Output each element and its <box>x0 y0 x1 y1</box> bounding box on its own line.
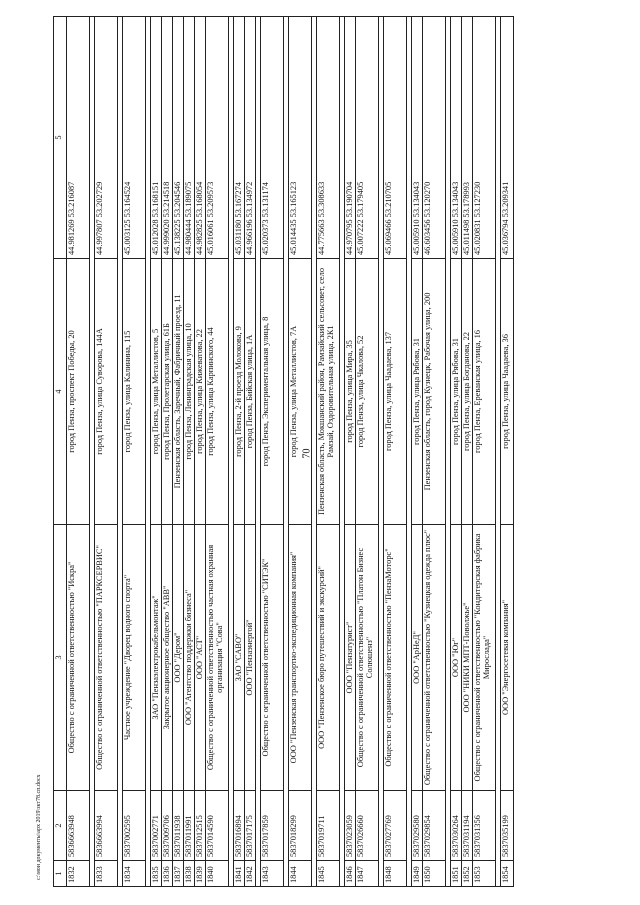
header-cell-2: 2 <box>54 791 67 861</box>
cell-inn: 5837011938 <box>173 791 184 861</box>
cell-inn: 5837029580 <box>412 791 423 861</box>
cell-name: ООО "АрНеД" <box>412 525 423 791</box>
cell-address: Пензенская область, Мокшанский район, Рамзайский сельсовет, село Рамзай, Оздоровительная улица, 2К1 <box>317 259 340 525</box>
table-row <box>151 17 162 887</box>
cell-name: ООО "Пензенская транспортно-экспедиционная компания" <box>289 525 312 791</box>
table-row <box>173 17 184 887</box>
cell-name: ЗАО "Пензаэлектрокабельмонтаж" <box>151 525 162 791</box>
table-row <box>123 17 146 887</box>
cell-coordinates: 44.775663 53.308633 <box>317 17 340 259</box>
table-row <box>345 17 356 887</box>
cell-address: город Пенза, улица Чкалова, 52 <box>356 259 379 525</box>
cell-coordinates: 45.036794 53.209341 <box>501 17 514 259</box>
table-row <box>234 17 245 887</box>
table-row <box>501 17 514 887</box>
cell-number: 1832 <box>67 861 90 887</box>
cell-name: Общество с ограниченной ответственностью "ПензаМоторс" <box>384 525 407 791</box>
cell-address: город Пенза, Бийская улица, 1А <box>245 259 256 525</box>
table-row <box>67 17 90 887</box>
header-row <box>54 17 67 887</box>
table-row <box>423 17 446 887</box>
table-row <box>462 17 473 887</box>
cell-address: город Пенза, улица Рябова, 31 <box>412 259 423 525</box>
cell-number: 1836 <box>162 861 173 887</box>
table-row <box>195 17 206 887</box>
rotated-table-container <box>53 17 595 887</box>
table-row <box>206 17 229 887</box>
header-cell-1: 1 <box>54 861 67 887</box>
cell-coordinates: 45.138225 53.204546 <box>173 17 184 259</box>
cell-coordinates: 45.011498 53.178993 <box>462 17 473 259</box>
cell-number: 1839 <box>195 861 206 887</box>
cell-inn: 5837019711 <box>317 791 340 861</box>
cell-number: 1843 <box>261 861 284 887</box>
cell-inn: 5837026660 <box>356 791 379 861</box>
cell-coordinates: 45.016061 53.209573 <box>206 17 229 259</box>
page-number: 70 <box>301 448 313 459</box>
cell-number: 1854 <box>501 861 514 887</box>
cell-name: Частное учреждение "Дворец водного спорта" <box>123 525 146 791</box>
cell-number: 1846 <box>345 861 356 887</box>
cell-inn: 5837030264 <box>451 791 462 861</box>
cell-inn: 5837014590 <box>206 791 229 861</box>
cell-inn: 5837002771 <box>151 791 162 861</box>
cell-number: 1844 <box>289 861 312 887</box>
cell-coordinates: 44.997807 53.202729 <box>95 17 118 259</box>
cell-inn: 5837009706 <box>162 791 173 861</box>
cell-coordinates: 44.982825 53.168054 <box>195 17 206 259</box>
file-path-footer: c:\мои документы\арх 2019\зкт78.сп.docx <box>36 774 42 880</box>
cell-coordinates: 45.069466 53.210705 <box>384 17 407 259</box>
cell-coordinates: 44.999020 53.214518 <box>162 17 173 259</box>
cell-name: Общество с ограниченной ответственностью частная охранная организация "Сова" <box>206 525 229 791</box>
cell-inn: 5837031194 <box>462 791 473 861</box>
cell-inn: 5837017175 <box>245 791 256 861</box>
cell-inn: 5836663994 <box>95 791 118 861</box>
table-row <box>317 17 340 887</box>
table-row <box>412 17 423 887</box>
cell-number: 1842 <box>245 861 256 887</box>
cell-address: город Пенза, улица Калинина, 115 <box>123 259 146 525</box>
cell-inn: 5837029854 <box>423 791 446 861</box>
cell-inn: 5837012515 <box>195 791 206 861</box>
cell-inn: 5837031356 <box>473 791 496 861</box>
cell-address: город Пенза, улица Мира, 35 <box>345 259 356 525</box>
cell-inn: 5837002595 <box>123 791 146 861</box>
cell-address: город Пенза, Ереванская улица, 16 <box>473 259 496 525</box>
cell-name: Общество с ограниченной ответственностью "Кузнецкая одежда плюс" <box>423 525 446 791</box>
cell-name: ООО "Энергосетевая компания" <box>501 525 514 791</box>
cell-name: ООО "Дером" <box>173 525 184 791</box>
cell-number: 1848 <box>384 861 407 887</box>
cell-inn: 5837017859 <box>261 791 284 861</box>
cell-address: город Пенза, Экспериментальная улица, 8 <box>261 259 284 525</box>
cell-coordinates: 45.005910 53.134043 <box>412 17 423 259</box>
cell-name: Общество с ограниченной ответственностью "Кондитерская фабрика Мирослада" <box>473 525 496 791</box>
cell-address: город Пенза, проспект Победы, 20 <box>67 259 90 525</box>
cell-name: ООО "Агентство поддержки бизнеса" <box>184 525 195 791</box>
cell-address: город Пенза, улица Рябова, 31 <box>451 259 462 525</box>
table-row <box>451 17 462 887</box>
cell-inn: 5837016894 <box>234 791 245 861</box>
cell-number: 1853 <box>473 861 496 887</box>
header-cell-4: 4 <box>54 259 67 525</box>
table-row <box>384 17 407 887</box>
cell-coordinates: 45.020373 53.131174 <box>261 17 284 259</box>
table-row <box>245 17 256 887</box>
header-cell-3: 3 <box>54 525 67 791</box>
registry-table <box>53 16 514 887</box>
cell-coordinates: 45.031180 53.167274 <box>234 17 245 259</box>
cell-inn: 5837023059 <box>345 791 356 861</box>
cell-coordinates: 44.966196 53.134972 <box>245 17 256 259</box>
cell-coordinates: 45.020831 53.127230 <box>473 17 496 259</box>
cell-coordinates: 46.603456 53.120270 <box>423 17 446 259</box>
table-row <box>356 17 379 887</box>
cell-number: 1837 <box>173 861 184 887</box>
cell-address: город Пенза, улица Карпинского, 44 <box>206 259 229 525</box>
cell-address: Пензенская область, город Кузнецк, Рабочая улица, 200 <box>423 259 446 525</box>
cell-address: город Пенза, улица Суворова, 144А <box>95 259 118 525</box>
cell-coordinates: 44.980444 53.189075 <box>184 17 195 259</box>
cell-number: 1841 <box>234 861 245 887</box>
cell-number: 1850 <box>423 861 446 887</box>
cell-number: 1847 <box>356 861 379 887</box>
header-cell-5: 5 <box>54 17 67 259</box>
cell-number: 1833 <box>95 861 118 887</box>
cell-address: город Пенза, улица Кижеватова, 22 <box>195 259 206 525</box>
cell-inn: 5837035199 <box>501 791 514 861</box>
table-row <box>184 17 195 887</box>
cell-number: 1852 <box>462 861 473 887</box>
cell-inn: 5836663948 <box>67 791 90 861</box>
cell-name: ООО "АСТ" <box>195 525 206 791</box>
cell-name: ЗАО "САВО" <box>234 525 245 791</box>
cell-number: 1838 <box>184 861 195 887</box>
cell-address: Пензенская область, Заречный, Фабричный проезд, 11 <box>173 259 184 525</box>
cell-name: Общество с ограниченной ответственностью "ПАРКСЕРВИС" <box>95 525 118 791</box>
cell-number: 1840 <box>206 861 229 887</box>
cell-coordinates: 45.014435 53.165123 <box>289 17 312 259</box>
cell-name: Общество с ограниченной ответственностью "Платон Бизнес Солюшенз" <box>356 525 379 791</box>
cell-address: город Пенза, улица Металлистов, 5 <box>151 259 162 525</box>
cell-number: 1851 <box>451 861 462 887</box>
cell-name: ООО "Пензенское бюро путешествий и экскурсий" <box>317 525 340 791</box>
table-row <box>473 17 496 887</box>
cell-address: город Пенза, улица Чаадаева, 137 <box>384 259 407 525</box>
cell-name: ООО "НИКИ МПТ-Поволжье" <box>462 525 473 791</box>
cell-name: ООО "Пензаэнергой" <box>245 525 256 791</box>
cell-address: город Пенза, 2-й проезд Молокова, 9 <box>234 259 245 525</box>
cell-coordinates: 45.012028 53.168151 <box>151 17 162 259</box>
cell-inn: 5837011991 <box>184 791 195 861</box>
cell-name: ООО "Пензатурист" <box>345 525 356 791</box>
cell-coordinates: 45.005910 53.134043 <box>451 17 462 259</box>
table-row <box>162 17 173 887</box>
cell-name: Общество с ограниченной ответственностью "СИТЭК" <box>261 525 284 791</box>
cell-address: город Пенза, улица Чаадаева, 36 <box>501 259 514 525</box>
cell-coordinates: 44.981269 53.216087 <box>67 17 90 259</box>
cell-coordinates: 45.003125 53.164524 <box>123 17 146 259</box>
table-body <box>67 17 514 887</box>
table-row <box>289 17 312 887</box>
cell-address: город Пенза, улица Богданова, 22 <box>462 259 473 525</box>
cell-name: Общество с ограниченной ответственностью "Искра" <box>67 525 90 791</box>
cell-inn: 5837018299 <box>289 791 312 861</box>
cell-number: 1834 <box>123 861 146 887</box>
cell-coordinates: 44.970795 53.190704 <box>345 17 356 259</box>
cell-number: 1849 <box>412 861 423 887</box>
cell-name: ООО "Юг" <box>451 525 462 791</box>
cell-number: 1835 <box>151 861 162 887</box>
table-row <box>261 17 284 887</box>
cell-coordinates: 45.007222 53.179405 <box>356 17 379 259</box>
cell-name: Закрытое акционерное общество "АВВ" <box>162 525 173 791</box>
cell-address: город Пенза, Пролетарская улица, 61Б <box>162 259 173 525</box>
cell-address: город Пенза, улица Металлистов, 7А <box>289 259 312 525</box>
cell-inn: 5837027769 <box>384 791 407 861</box>
cell-number: 1845 <box>317 861 340 887</box>
cell-address: город Пенза, Ленинградская улица, 10 <box>184 259 195 525</box>
table-row <box>95 17 118 887</box>
